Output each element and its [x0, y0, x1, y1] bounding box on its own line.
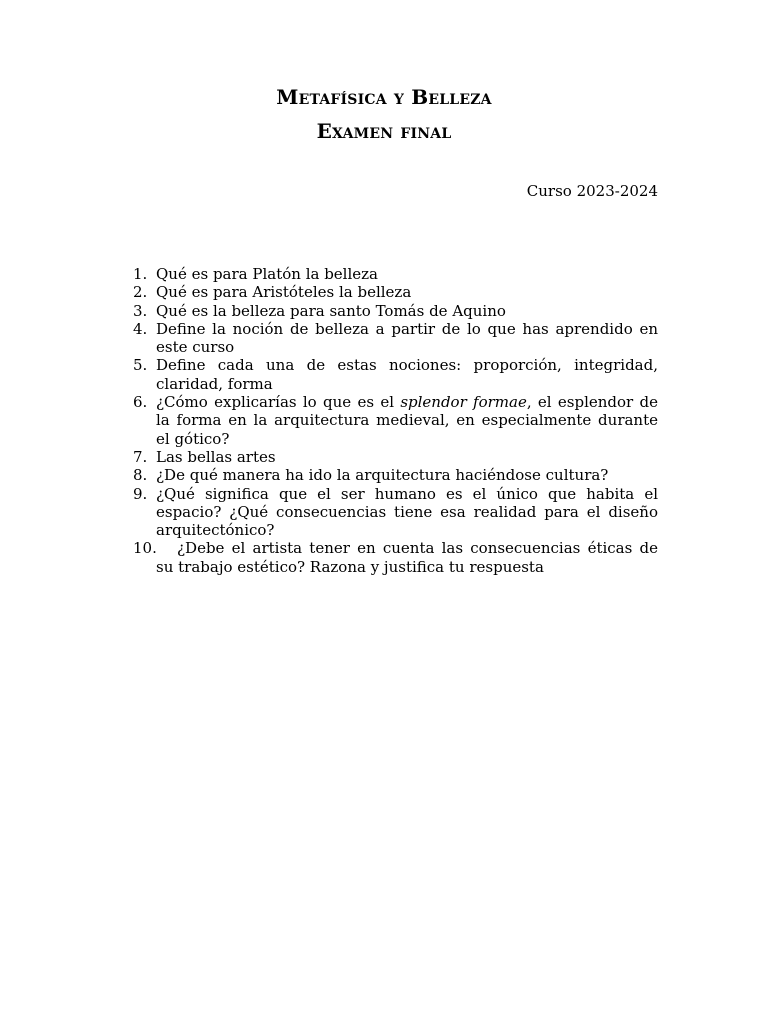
question-text: Define cada una de estas nociones: proporción, integridad, claridad, forma: [156, 356, 658, 393]
question-text: Qué es para Platón la belleza: [156, 265, 378, 283]
question-item: [133, 485, 658, 540]
question-text: Qué es la belleza para santo Tomás de Aquino: [156, 301, 506, 320]
question-number: 1.: [133, 265, 148, 283]
question-text: ¿Qué significa que el ser humano es el único que habita el espacio? ¿Qué consecuencias tiene esa realidad para el diseño arquitectónico?: [156, 484, 658, 540]
question-number: 2.: [133, 283, 148, 302]
question-item: [133, 320, 658, 357]
question-text-before: ¿Cómo explicarías lo que es el: [156, 393, 401, 412]
question-number: 7.: [133, 447, 148, 466]
question-text: Define la noción de belleza a partir de lo que has aprendido en este curso: [156, 319, 658, 357]
question-item: [133, 283, 658, 301]
question-number: 5.: [133, 356, 148, 375]
question-item: [133, 302, 658, 320]
course-year: Curso 2023-2024: [526, 182, 658, 200]
question-text: ¿Debe el artista tener en cuenta las consecuencias éticas de su trabajo estético? Razona y justifica tu respuesta: [156, 539, 658, 576]
document-subtitle: Examen final: [316, 119, 452, 143]
question-number: 6.: [133, 393, 148, 412]
question-item: [133, 393, 658, 448]
question-text-italic: splendor formae: [400, 393, 527, 412]
question-number: 4.: [133, 319, 148, 338]
question-text: ¿De qué manera ha ido la arquitectura haciéndose cultura?: [156, 466, 609, 485]
question-item: [133, 466, 658, 484]
question-text: Las bellas artes: [156, 447, 276, 466]
question-item: [133, 265, 658, 283]
question-text: Qué es para Aristóteles la belleza: [156, 283, 412, 302]
question-item: [133, 448, 658, 466]
question-number: 9.: [133, 484, 148, 503]
document-title: Metafísica y Belleza: [276, 85, 492, 109]
question-text-after: , el esplendor de la forma en la arquitectura medieval, en especialmente durante el gótico?: [156, 393, 658, 448]
question-item: [133, 539, 658, 576]
question-number: 10.: [133, 539, 157, 558]
question-list: [133, 265, 658, 576]
question-number: 8.: [133, 466, 148, 485]
question-item: [133, 356, 658, 393]
question-number: 3.: [133, 301, 148, 320]
